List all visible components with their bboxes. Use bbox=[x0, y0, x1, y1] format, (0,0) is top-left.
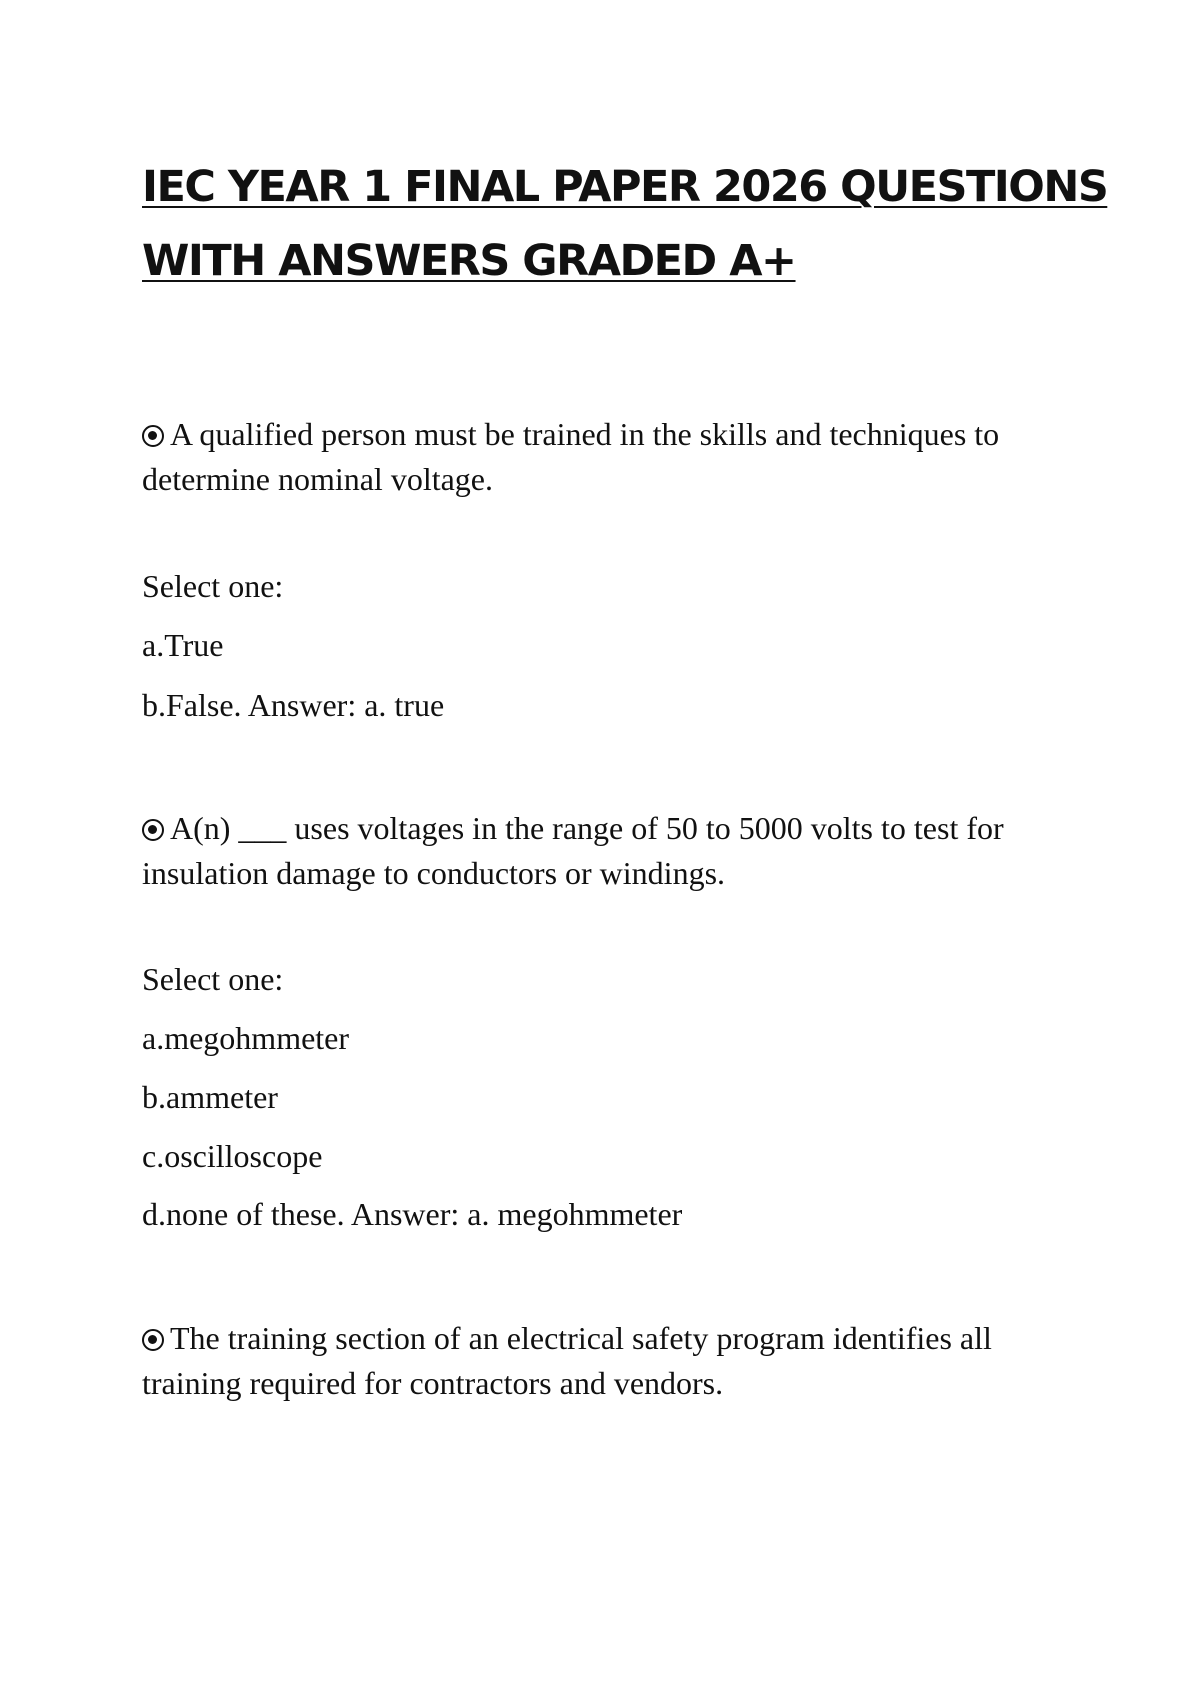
title-line-1: IEC YEAR 1 FINAL PAPER 2026 QUESTIONS bbox=[142, 162, 1108, 212]
question-1-option-a: a.True bbox=[142, 627, 224, 663]
question-2-option-d: d.none of these. Answer: a. megohmmeter bbox=[142, 1196, 683, 1232]
radio-bullet-icon bbox=[142, 819, 164, 841]
question-2-option-c: c.oscilloscope bbox=[142, 1138, 323, 1174]
question-1-prompt: Select one: bbox=[142, 568, 284, 604]
radio-bullet-icon bbox=[142, 1329, 164, 1351]
question-2-option-b: b.ammeter bbox=[142, 1079, 278, 1115]
question-2 bbox=[142, 806, 1022, 896]
radio-bullet-icon bbox=[142, 425, 164, 447]
document-title bbox=[142, 150, 1108, 298]
question-2-prompt: Select one: bbox=[142, 961, 284, 997]
title-line-2: WITH ANSWERS GRADED A+ bbox=[142, 236, 796, 286]
question-2-text: A(n) ___ uses voltages in the range of 50 to 5000 volts to test for insulation damage to conductors or windings. bbox=[142, 810, 1004, 891]
question-3 bbox=[142, 1316, 1022, 1406]
question-3-text: The training section of an electrical safety program identifies all training required for contractors and vendors. bbox=[142, 1320, 992, 1401]
question-1 bbox=[142, 412, 1022, 502]
question-2-option-a: a.megohmmeter bbox=[142, 1020, 350, 1056]
question-1-text: A qualified person must be trained in the skills and techniques to determine nominal voltage. bbox=[142, 416, 1000, 497]
question-1-option-b: b.False. Answer: a. true bbox=[142, 687, 445, 723]
